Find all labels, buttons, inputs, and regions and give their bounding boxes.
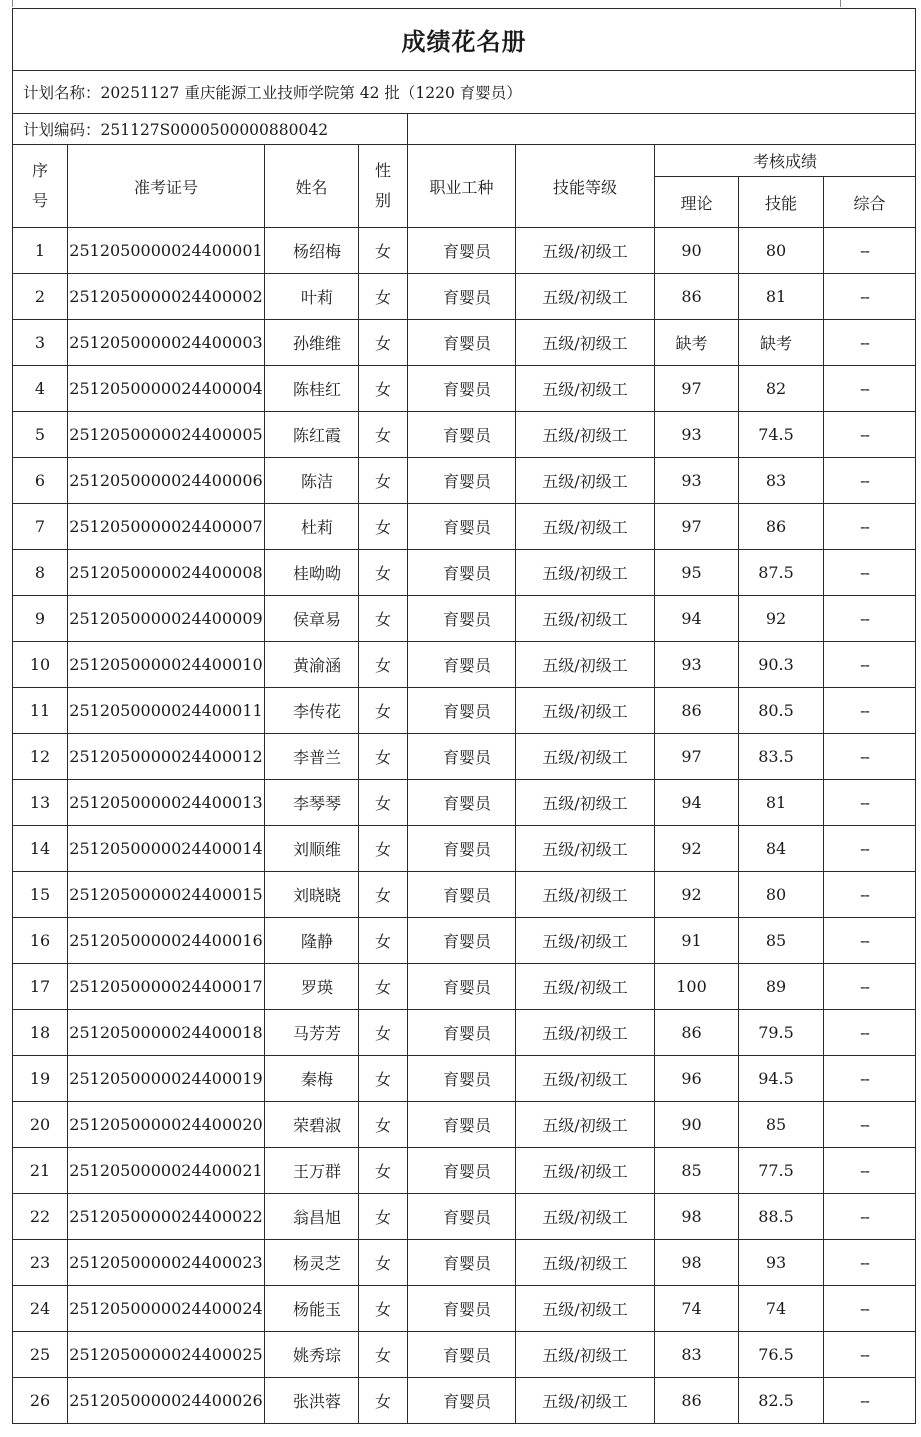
- cell-seq: 3: [13, 320, 68, 366]
- cell-skill-level: 五级/初级工: [516, 1240, 655, 1286]
- cell-skill: 82.5: [739, 1378, 824, 1424]
- cell-skill-level: 五级/初级工: [516, 274, 655, 320]
- cell-occupation: 育婴员: [408, 274, 516, 320]
- table-row: [13, 1194, 916, 1240]
- cell-name: 王万群: [265, 1148, 359, 1194]
- cell-theory: 93: [655, 412, 739, 458]
- cell-overall: --: [824, 734, 916, 780]
- cell-skill-level: 五级/初级工: [516, 642, 655, 688]
- cell-gender: 女: [359, 780, 408, 826]
- cell-theory: 92: [655, 872, 739, 918]
- cell-name: 黄渝涵: [265, 642, 359, 688]
- cell-ticket: 2512050000024400001: [68, 228, 265, 274]
- cell-occupation: 育婴员: [408, 826, 516, 872]
- cell-ticket: 2512050000024400009: [68, 596, 265, 642]
- header-name: 姓名: [265, 145, 359, 228]
- cell-name: 罗瑛: [265, 964, 359, 1010]
- cell-ticket: 2512050000024400021: [68, 1148, 265, 1194]
- cell-name: 叶莉: [265, 274, 359, 320]
- cell-overall: --: [824, 1240, 916, 1286]
- cell-gender: 女: [359, 1194, 408, 1240]
- cell-theory: 86: [655, 1378, 739, 1424]
- plan-code-blank: [408, 114, 916, 145]
- cell-theory: 96: [655, 1056, 739, 1102]
- table-row: [13, 1286, 916, 1332]
- cell-ticket: 2512050000024400025: [68, 1332, 265, 1378]
- table-row: [13, 1056, 916, 1102]
- cell-gender: 女: [359, 412, 408, 458]
- cell-name: 刘晓晓: [265, 872, 359, 918]
- cell-name: 陈桂红: [265, 366, 359, 412]
- cell-theory: 97: [655, 734, 739, 780]
- table-row: [13, 780, 916, 826]
- cell-skill-level: 五级/初级工: [516, 734, 655, 780]
- cell-name: 陈红霞: [265, 412, 359, 458]
- cell-seq: 1: [13, 228, 68, 274]
- table-row: [13, 274, 916, 320]
- cell-theory: 93: [655, 642, 739, 688]
- cell-seq: 23: [13, 1240, 68, 1286]
- cell-ticket: 2512050000024400018: [68, 1010, 265, 1056]
- cell-skill-level: 五级/初级工: [516, 1286, 655, 1332]
- roster-title: 成绩花名册: [13, 9, 916, 71]
- table-row: [13, 1378, 916, 1424]
- cell-ticket: 2512050000024400022: [68, 1194, 265, 1240]
- table-row: [13, 550, 916, 596]
- cell-occupation: 育婴员: [408, 1240, 516, 1286]
- cell-occupation: 育婴员: [408, 596, 516, 642]
- cell-gender: 女: [359, 596, 408, 642]
- table-row: [13, 1010, 916, 1056]
- table-row: [13, 1148, 916, 1194]
- plan-name: 计划名称：20251127 重庆能源工业技师学院第 42 批（1220 育婴员）: [13, 71, 916, 114]
- cell-skill: 84: [739, 826, 824, 872]
- cell-gender: 女: [359, 1286, 408, 1332]
- cell-skill: 83: [739, 458, 824, 504]
- cell-theory: 98: [655, 1194, 739, 1240]
- cell-name: 杨绍梅: [265, 228, 359, 274]
- cell-gender: 女: [359, 872, 408, 918]
- cell-skill: 94.5: [739, 1056, 824, 1102]
- page-top-edge: [0, 0, 921, 7]
- cell-seq: 7: [13, 504, 68, 550]
- cell-ticket: 2512050000024400006: [68, 458, 265, 504]
- cell-skill: 92: [739, 596, 824, 642]
- cell-seq: 8: [13, 550, 68, 596]
- right-edge-mark: [840, 0, 841, 7]
- cell-skill-level: 五级/初级工: [516, 1056, 655, 1102]
- cell-seq: 14: [13, 826, 68, 872]
- table-row: [13, 1102, 916, 1148]
- cell-ticket: 2512050000024400015: [68, 872, 265, 918]
- cell-overall: --: [824, 780, 916, 826]
- cell-gender: 女: [359, 550, 408, 596]
- cell-skill: 74: [739, 1286, 824, 1332]
- cell-skill-level: 五级/初级工: [516, 872, 655, 918]
- cell-occupation: 育婴员: [408, 688, 516, 734]
- cell-name: 刘顺维: [265, 826, 359, 872]
- cell-occupation: 育婴员: [408, 412, 516, 458]
- cell-gender: 女: [359, 964, 408, 1010]
- table-row: [13, 826, 916, 872]
- cell-theory: 90: [655, 228, 739, 274]
- cell-skill: 93: [739, 1240, 824, 1286]
- cell-skill-level: 五级/初级工: [516, 918, 655, 964]
- cell-ticket: 2512050000024400014: [68, 826, 265, 872]
- cell-occupation: 育婴员: [408, 1056, 516, 1102]
- cell-gender: 女: [359, 688, 408, 734]
- cell-theory: 83: [655, 1332, 739, 1378]
- cell-gender: 女: [359, 1148, 408, 1194]
- header-overall: 综合: [824, 177, 916, 228]
- cell-overall: --: [824, 1148, 916, 1194]
- cell-skill-level: 五级/初级工: [516, 320, 655, 366]
- cell-skill: 77.5: [739, 1148, 824, 1194]
- cell-seq: 5: [13, 412, 68, 458]
- header-seq-top: 序: [31, 161, 48, 180]
- cell-skill: 83.5: [739, 734, 824, 780]
- cell-name: 翁昌旭: [265, 1194, 359, 1240]
- cell-seq: 2: [13, 274, 68, 320]
- cell-overall: --: [824, 826, 916, 872]
- cell-theory: 94: [655, 780, 739, 826]
- cell-skill: 89: [739, 964, 824, 1010]
- cell-overall: --: [824, 1286, 916, 1332]
- cell-name: 张洪蓉: [265, 1378, 359, 1424]
- cell-skill: 81: [739, 780, 824, 826]
- cell-skill-level: 五级/初级工: [516, 1102, 655, 1148]
- cell-skill-level: 五级/初级工: [516, 596, 655, 642]
- header-skill: 技能: [739, 177, 824, 228]
- cell-gender: 女: [359, 504, 408, 550]
- cell-name: 马芳芳: [265, 1010, 359, 1056]
- cell-theory: 98: [655, 1240, 739, 1286]
- cell-occupation: 育婴员: [408, 1194, 516, 1240]
- cell-skill: 80: [739, 872, 824, 918]
- cell-occupation: 育婴员: [408, 320, 516, 366]
- cell-theory: 86: [655, 1010, 739, 1056]
- cell-skill: 81: [739, 274, 824, 320]
- cell-seq: 9: [13, 596, 68, 642]
- cell-skill: 80: [739, 228, 824, 274]
- cell-name: 李传花: [265, 688, 359, 734]
- cell-name: 李普兰: [265, 734, 359, 780]
- table-row: [13, 642, 916, 688]
- cell-name: 杜莉: [265, 504, 359, 550]
- cell-overall: --: [824, 964, 916, 1010]
- header-seq-bottom: 号: [31, 191, 48, 210]
- cell-theory: 91: [655, 918, 739, 964]
- cell-gender: 女: [359, 458, 408, 504]
- cell-occupation: 育婴员: [408, 1332, 516, 1378]
- cell-overall: --: [824, 366, 916, 412]
- header-gender-top: 性: [374, 161, 391, 180]
- cell-gender: 女: [359, 1240, 408, 1286]
- cell-skill: 74.5: [739, 412, 824, 458]
- table-row: [13, 504, 916, 550]
- cell-skill: 88.5: [739, 1194, 824, 1240]
- cell-theory: 100: [655, 964, 739, 1010]
- cell-seq: 19: [13, 1056, 68, 1102]
- cell-occupation: 育婴员: [408, 642, 516, 688]
- cell-seq: 10: [13, 642, 68, 688]
- header-skill-level: 技能等级: [516, 145, 655, 228]
- cell-skill-level: 五级/初级工: [516, 1010, 655, 1056]
- cell-theory: 74: [655, 1286, 739, 1332]
- table-row: [13, 688, 916, 734]
- cell-skill-level: 五级/初级工: [516, 1378, 655, 1424]
- header-seq: [13, 145, 68, 228]
- cell-seq: 21: [13, 1148, 68, 1194]
- cell-theory: 97: [655, 366, 739, 412]
- cell-seq: 16: [13, 918, 68, 964]
- cell-name: 荣碧淑: [265, 1102, 359, 1148]
- cell-ticket: 2512050000024400003: [68, 320, 265, 366]
- cell-ticket: 2512050000024400026: [68, 1378, 265, 1424]
- cell-name: 姚秀琮: [265, 1332, 359, 1378]
- cell-skill: 76.5: [739, 1332, 824, 1378]
- cell-occupation: 育婴员: [408, 1286, 516, 1332]
- cell-gender: 女: [359, 228, 408, 274]
- cell-theory: 86: [655, 274, 739, 320]
- cell-gender: 女: [359, 366, 408, 412]
- cell-theory: 85: [655, 1148, 739, 1194]
- cell-overall: --: [824, 596, 916, 642]
- cell-name: 桂呦呦: [265, 550, 359, 596]
- cell-overall: --: [824, 228, 916, 274]
- header-theory: 理论: [655, 177, 739, 228]
- cell-seq: 20: [13, 1102, 68, 1148]
- cell-ticket: 2512050000024400024: [68, 1286, 265, 1332]
- cell-skill-level: 五级/初级工: [516, 458, 655, 504]
- cell-skill-level: 五级/初级工: [516, 412, 655, 458]
- table-row: [13, 366, 916, 412]
- cell-overall: --: [824, 550, 916, 596]
- cell-overall: --: [824, 918, 916, 964]
- header-occupation: 职业工种: [408, 145, 516, 228]
- cell-occupation: 育婴员: [408, 964, 516, 1010]
- cell-skill-level: 五级/初级工: [516, 504, 655, 550]
- cell-overall: --: [824, 1332, 916, 1378]
- cell-seq: 26: [13, 1378, 68, 1424]
- table-row: [13, 872, 916, 918]
- table-row: [13, 1332, 916, 1378]
- cell-skill: 80.5: [739, 688, 824, 734]
- cell-overall: --: [824, 688, 916, 734]
- cell-ticket: 2512050000024400005: [68, 412, 265, 458]
- cell-seq: 12: [13, 734, 68, 780]
- cell-occupation: 育婴员: [408, 918, 516, 964]
- cell-theory: 94: [655, 596, 739, 642]
- cell-name: 侯章易: [265, 596, 359, 642]
- cell-gender: 女: [359, 918, 408, 964]
- cell-gender: 女: [359, 274, 408, 320]
- cell-overall: --: [824, 1194, 916, 1240]
- cell-ticket: 2512050000024400012: [68, 734, 265, 780]
- cell-gender: 女: [359, 1056, 408, 1102]
- cell-seq: 24: [13, 1286, 68, 1332]
- cell-overall: --: [824, 1378, 916, 1424]
- cell-gender: 女: [359, 1010, 408, 1056]
- header-gender: [359, 145, 408, 228]
- cell-skill-level: 五级/初级工: [516, 1194, 655, 1240]
- cell-skill: 79.5: [739, 1010, 824, 1056]
- cell-skill-level: 五级/初级工: [516, 228, 655, 274]
- cell-gender: 女: [359, 826, 408, 872]
- cell-skill-level: 五级/初级工: [516, 826, 655, 872]
- cell-seq: 17: [13, 964, 68, 1010]
- cell-gender: 女: [359, 1332, 408, 1378]
- cell-ticket: 2512050000024400016: [68, 918, 265, 964]
- cell-theory: 90: [655, 1102, 739, 1148]
- cell-overall: --: [824, 1010, 916, 1056]
- cell-gender: 女: [359, 320, 408, 366]
- cell-skill-level: 五级/初级工: [516, 1148, 655, 1194]
- cell-skill-level: 五级/初级工: [516, 688, 655, 734]
- cell-occupation: 育婴员: [408, 872, 516, 918]
- cell-gender: 女: [359, 734, 408, 780]
- cell-occupation: 育婴员: [408, 780, 516, 826]
- cell-occupation: 育婴员: [408, 734, 516, 780]
- cell-seq: 18: [13, 1010, 68, 1056]
- cell-gender: 女: [359, 642, 408, 688]
- cell-occupation: 育婴员: [408, 550, 516, 596]
- cell-overall: --: [824, 320, 916, 366]
- cell-skill-level: 五级/初级工: [516, 1332, 655, 1378]
- cell-name: 杨能玉: [265, 1286, 359, 1332]
- cell-name: 李琴琴: [265, 780, 359, 826]
- cell-occupation: 育婴员: [408, 1102, 516, 1148]
- cell-skill: 90.3: [739, 642, 824, 688]
- cell-skill: 85: [739, 1102, 824, 1148]
- cell-overall: --: [824, 458, 916, 504]
- cell-name: 杨灵芝: [265, 1240, 359, 1286]
- cell-skill: 85: [739, 918, 824, 964]
- cell-theory: 97: [655, 504, 739, 550]
- cell-occupation: 育婴员: [408, 1010, 516, 1056]
- cell-theory: 93: [655, 458, 739, 504]
- cell-ticket: 2512050000024400017: [68, 964, 265, 1010]
- cell-ticket: 2512050000024400019: [68, 1056, 265, 1102]
- table-row: [13, 228, 916, 274]
- table-row: [13, 734, 916, 780]
- table-row: [13, 320, 916, 366]
- score-roster-table: [12, 8, 916, 1424]
- table-row: [13, 412, 916, 458]
- cell-overall: --: [824, 642, 916, 688]
- cell-ticket: 2512050000024400008: [68, 550, 265, 596]
- cell-occupation: 育婴员: [408, 366, 516, 412]
- left-edge-mark: [12, 0, 13, 7]
- cell-occupation: 育婴员: [408, 504, 516, 550]
- cell-seq: 13: [13, 780, 68, 826]
- cell-occupation: 育婴员: [408, 1378, 516, 1424]
- cell-occupation: 育婴员: [408, 228, 516, 274]
- cell-overall: --: [824, 412, 916, 458]
- cell-seq: 4: [13, 366, 68, 412]
- cell-overall: --: [824, 1056, 916, 1102]
- cell-ticket: 2512050000024400013: [68, 780, 265, 826]
- cell-seq: 22: [13, 1194, 68, 1240]
- cell-skill-level: 五级/初级工: [516, 550, 655, 596]
- cell-overall: --: [824, 504, 916, 550]
- table-row: [13, 458, 916, 504]
- cell-name: 秦梅: [265, 1056, 359, 1102]
- cell-occupation: 育婴员: [408, 1148, 516, 1194]
- cell-overall: --: [824, 1102, 916, 1148]
- cell-ticket: 2512050000024400011: [68, 688, 265, 734]
- cell-overall: --: [824, 872, 916, 918]
- header-gender-bottom: 别: [374, 191, 391, 210]
- cell-ticket: 2512050000024400002: [68, 274, 265, 320]
- cell-skill-level: 五级/初级工: [516, 366, 655, 412]
- header-score-group: 考核成绩: [655, 145, 916, 177]
- cell-seq: 15: [13, 872, 68, 918]
- cell-skill-level: 五级/初级工: [516, 780, 655, 826]
- table-row: [13, 918, 916, 964]
- cell-skill: 86: [739, 504, 824, 550]
- cell-theory: 86: [655, 688, 739, 734]
- cell-name: 隆静: [265, 918, 359, 964]
- cell-ticket: 2512050000024400004: [68, 366, 265, 412]
- cell-occupation: 育婴员: [408, 458, 516, 504]
- cell-overall: --: [824, 274, 916, 320]
- cell-name: 孙维维: [265, 320, 359, 366]
- cell-theory: 95: [655, 550, 739, 596]
- cell-skill-level: 五级/初级工: [516, 964, 655, 1010]
- plan-code: 计划编码：251127S0000500000880042: [13, 114, 408, 145]
- score-roster-sheet: [12, 8, 916, 1424]
- table-row: [13, 964, 916, 1010]
- cell-seq: 6: [13, 458, 68, 504]
- cell-skill: 缺考: [739, 320, 824, 366]
- cell-skill: 87.5: [739, 550, 824, 596]
- cell-gender: 女: [359, 1378, 408, 1424]
- cell-theory: 缺考: [655, 320, 739, 366]
- cell-ticket: 2512050000024400020: [68, 1102, 265, 1148]
- cell-ticket: 2512050000024400023: [68, 1240, 265, 1286]
- cell-theory: 92: [655, 826, 739, 872]
- cell-skill: 82: [739, 366, 824, 412]
- cell-seq: 11: [13, 688, 68, 734]
- table-row: [13, 596, 916, 642]
- cell-gender: 女: [359, 1102, 408, 1148]
- cell-seq: 25: [13, 1332, 68, 1378]
- cell-ticket: 2512050000024400010: [68, 642, 265, 688]
- cell-ticket: 2512050000024400007: [68, 504, 265, 550]
- cell-name: 陈洁: [265, 458, 359, 504]
- header-ticket: 准考证号: [68, 145, 265, 228]
- table-row: [13, 1240, 916, 1286]
